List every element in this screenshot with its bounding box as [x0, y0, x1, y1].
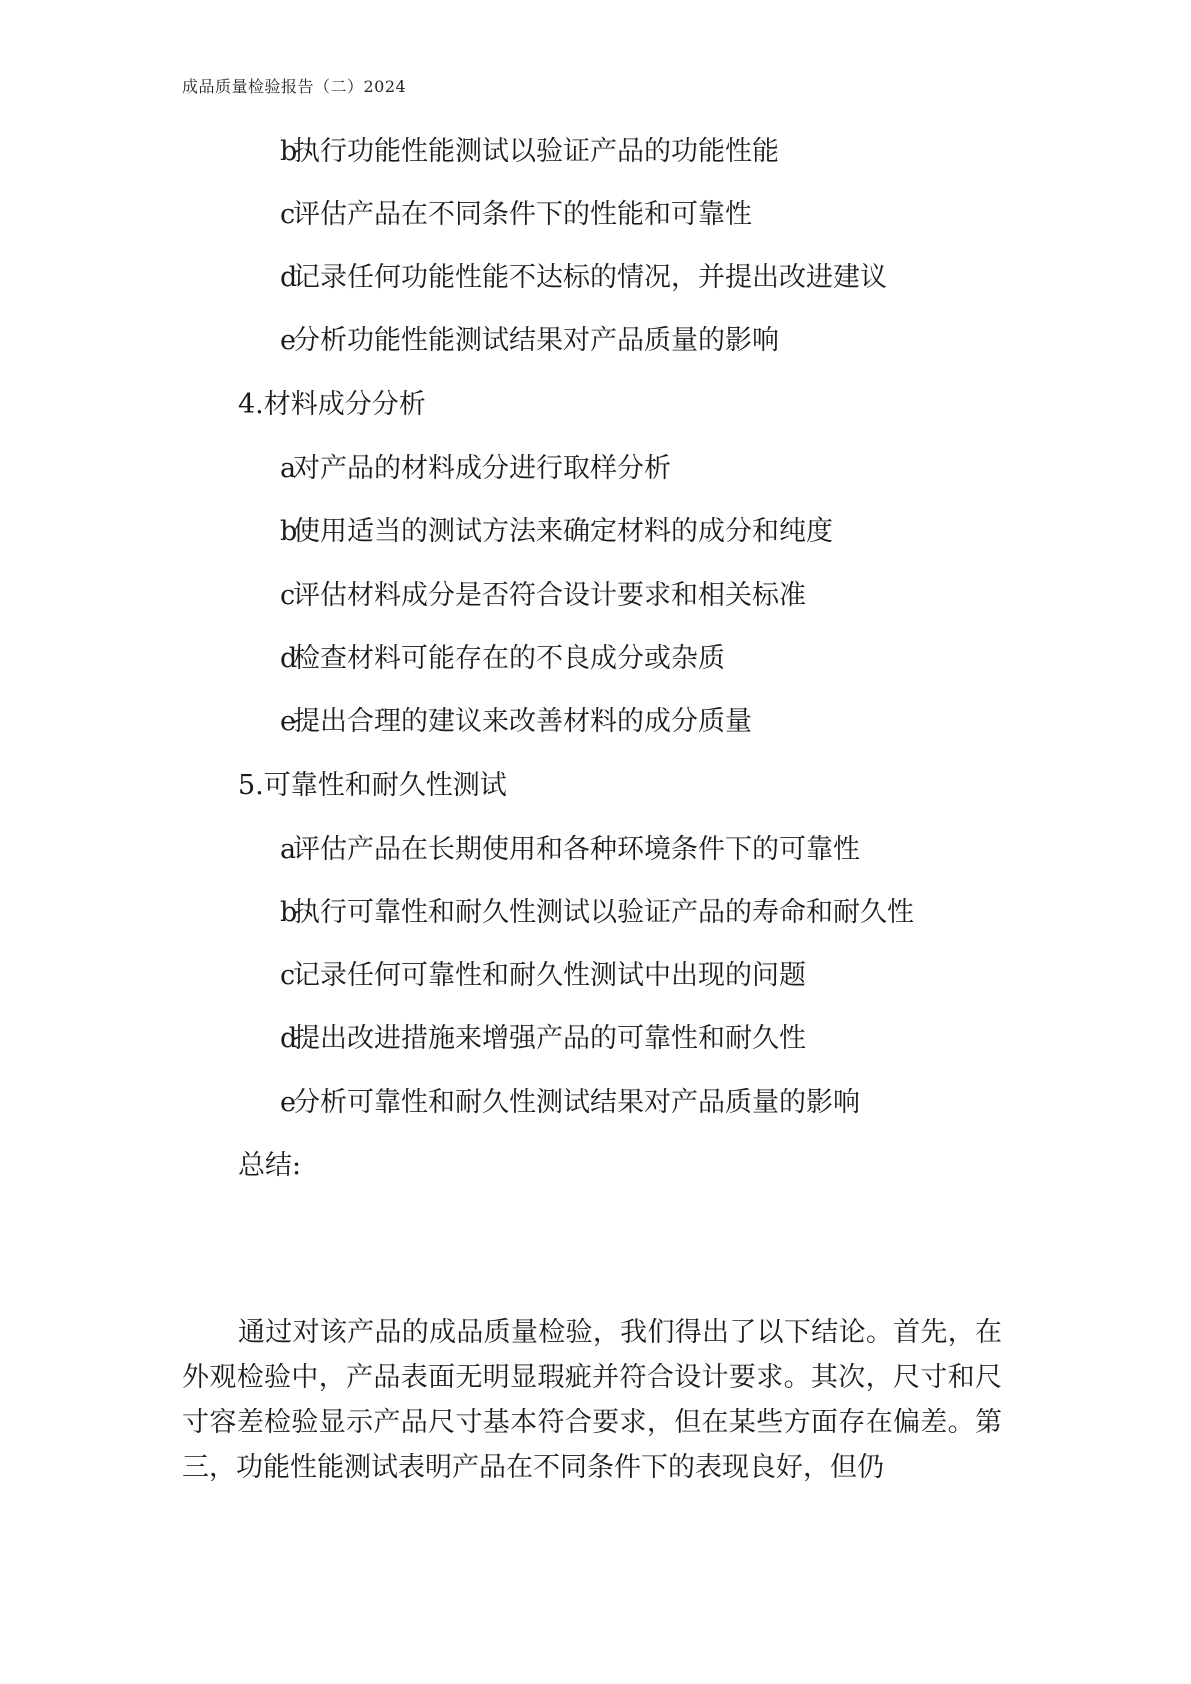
- section-heading: 5.可靠性和耐久性测试: [238, 770, 507, 801]
- item-marker: c: [280, 199, 296, 230]
- item-marker: e: [280, 325, 296, 356]
- list-item: [280, 518, 833, 545]
- list-item: [280, 708, 752, 735]
- page-header: 成品质量检验报告（二）2024: [182, 77, 407, 96]
- list-item: [280, 582, 806, 609]
- summary-heading: 总结:: [238, 1150, 302, 1181]
- item-marker: d: [280, 262, 298, 293]
- list-item: [280, 899, 914, 926]
- item-marker: a: [280, 453, 297, 484]
- list-item: [280, 327, 779, 354]
- summary-paragraph: 通过对该产品的成品质量检验，我们得出了以下结论。首先，在外观检验中，产品表面无明显瑕疵并符合设计要求。其次，尺寸和尺寸容差检验显示产品尺寸基本符合要求，但在某些方面存在偏差。第三，功能性能测试表明产品在不同条件下的表现良好，但仍: [182, 1317, 1002, 1483]
- item-marker: e: [280, 1087, 296, 1118]
- item-text: 记录任何可靠性和耐久性测试中出现的问题: [293, 960, 806, 991]
- item-text: 提出改进措施来增强产品的可靠性和耐久性: [293, 1023, 806, 1054]
- item-marker: d: [280, 1023, 298, 1054]
- item-text: 评估产品在长期使用和各种环境条件下的可靠性: [293, 834, 860, 865]
- list-item: [280, 264, 887, 291]
- item-marker: d: [280, 643, 298, 674]
- item-marker: a: [280, 834, 297, 865]
- list-item: [280, 1025, 806, 1052]
- item-marker: b: [280, 516, 298, 547]
- item-text: 评估产品在不同条件下的性能和可靠性: [293, 199, 752, 230]
- list-item: [280, 962, 806, 989]
- item-marker: b: [280, 136, 298, 167]
- item-text: 对产品的材料成分进行取样分析: [293, 453, 671, 484]
- list-item: [280, 138, 779, 165]
- item-text: 执行功能性能测试以验证产品的功能性能: [293, 136, 779, 167]
- item-text: 分析功能性能测试结果对产品质量的影响: [293, 325, 779, 356]
- list-item: [280, 201, 752, 228]
- item-marker: b: [280, 897, 298, 928]
- list-item: [280, 836, 860, 863]
- item-text: 使用适当的测试方法来确定材料的成分和纯度: [293, 516, 833, 547]
- list-item: [280, 455, 671, 482]
- item-text: 评估材料成分是否符合设计要求和相关标准: [293, 580, 806, 611]
- item-marker: c: [280, 960, 296, 991]
- item-text: 检查材料可能存在的不良成分或杂质: [293, 643, 725, 674]
- list-item: [280, 1089, 860, 1116]
- section-heading: 4.材料成分分析: [238, 389, 426, 420]
- list-item: [280, 645, 725, 672]
- item-text: 提出合理的建议来改善材料的成分质量: [293, 706, 752, 737]
- item-text: 记录任何功能性能不达标的情况，并提出改进建议: [293, 262, 887, 293]
- item-marker: c: [280, 580, 296, 611]
- item-text: 执行可靠性和耐久性测试以验证产品的寿命和耐久性: [293, 897, 914, 928]
- item-text: 分析可靠性和耐久性测试结果对产品质量的影响: [293, 1087, 860, 1118]
- item-marker: e: [280, 706, 296, 737]
